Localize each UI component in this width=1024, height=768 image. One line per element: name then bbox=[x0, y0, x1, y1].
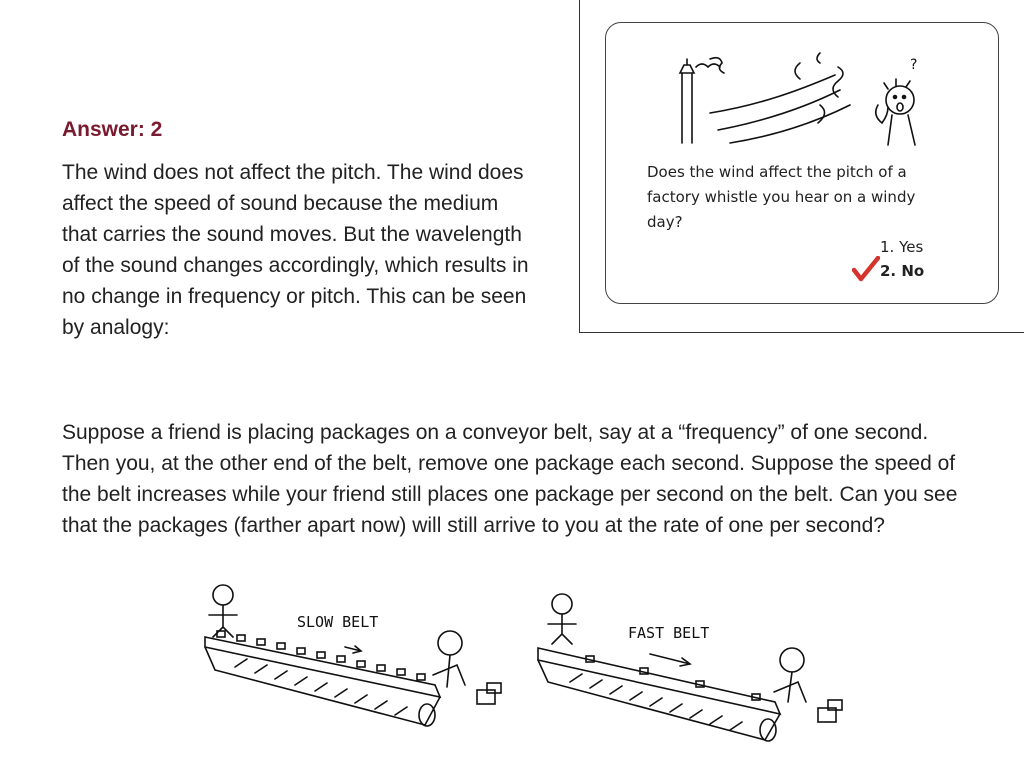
option-no: 2. No bbox=[880, 262, 925, 280]
fast-belt-illustration bbox=[530, 590, 860, 765]
whistle-wind-listener-illustration bbox=[670, 45, 940, 155]
belt-top-surface bbox=[205, 637, 440, 697]
checkmark-icon bbox=[852, 256, 880, 282]
you-person-icon bbox=[433, 631, 465, 687]
slow-belt-illustration bbox=[195, 575, 525, 765]
belt-hatching bbox=[235, 659, 407, 715]
slow-belt-label: SLOW BELT bbox=[297, 613, 379, 631]
package-pile-icon bbox=[477, 683, 501, 704]
belt-top-surface bbox=[538, 648, 780, 714]
wind-lines-icon bbox=[710, 53, 850, 143]
listener-question-mark: ? bbox=[910, 57, 918, 73]
option-yes: 1. Yes bbox=[880, 238, 924, 256]
listener-person-icon bbox=[876, 79, 915, 145]
fast-belt-label: FAST BELT bbox=[628, 624, 710, 642]
answer-title: Answer: 2 bbox=[62, 118, 163, 141]
question-text: Does the wind affect the pitch of a factory whistle you hear on a windy day? bbox=[647, 163, 916, 231]
friend-person-icon bbox=[209, 585, 237, 637]
belt-hatching bbox=[570, 674, 742, 730]
package-pile-icon bbox=[818, 700, 842, 722]
you-person-icon bbox=[774, 648, 806, 702]
friend-person-icon bbox=[548, 594, 576, 644]
answer-explanation: The wind does not affect the pitch. The wind does affect the speed of sound because the medium that carries the sound moves. But the wavelength of the sound changes accordingly, which results in no change in frequency or pitch. This can be seen by analogy: bbox=[62, 161, 529, 339]
analogy-paragraph: Suppose a friend is placing packages on a conveyor belt, say at a “frequency” of one second. Then you, at the other end of the belt, remove one package each second. Suppose the speed of the belt increases while your friend still places one package per second on the belt. Can you see that the packages (farther apart now) will still arrive to you at the rate of one per second? bbox=[62, 421, 958, 537]
